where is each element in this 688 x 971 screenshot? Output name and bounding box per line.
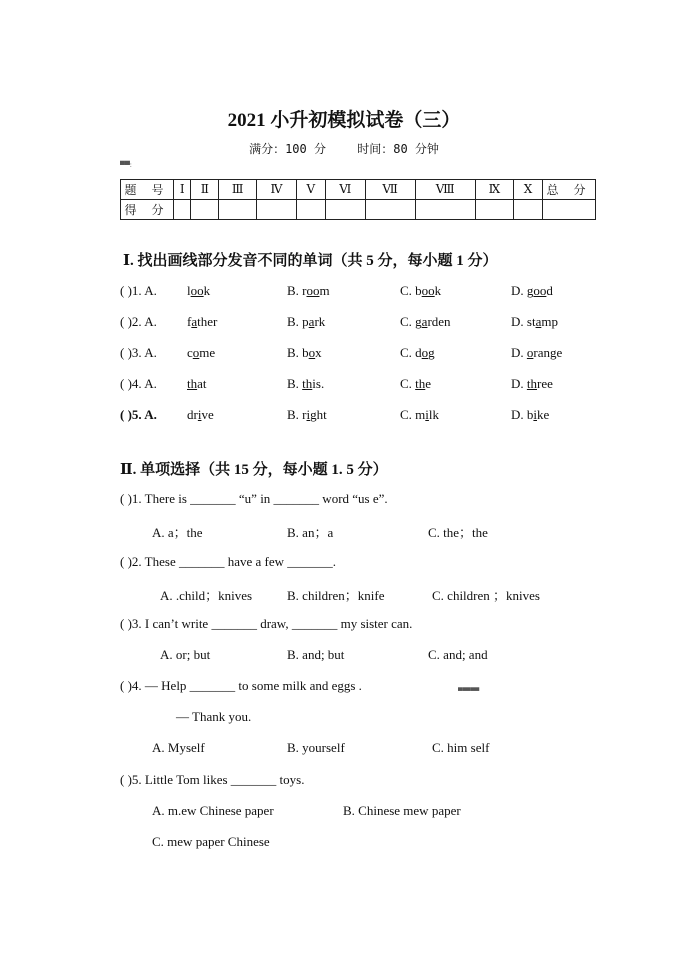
- s1-q3-option-d: D. orange: [511, 345, 563, 360]
- column-header: Ⅰ: [174, 180, 191, 200]
- score-table: [120, 179, 596, 220]
- score-cell[interactable]: [365, 200, 415, 220]
- score-table-header-row: [121, 180, 596, 200]
- s2-q3-option-a: A. or; but: [160, 647, 211, 662]
- s2-q2-option-b: B. children；knife: [287, 588, 385, 603]
- s2-q2-option-c: C. children ；knives: [432, 588, 540, 603]
- s2-q3-stem: ( )3. I can’t write _______ draw, _______ my sister can.: [120, 616, 413, 631]
- score-cell[interactable]: [174, 200, 191, 220]
- column-header: Ⅱ: [191, 180, 219, 200]
- s1-q3-number: ( )3. A.: [120, 345, 157, 360]
- s1-q4-number: ( )4. A.: [120, 376, 157, 391]
- s2-q1-option-c: C. the；the: [428, 525, 488, 540]
- s1-q1-option-c: C. book: [400, 283, 442, 298]
- total-score-cell[interactable]: [543, 200, 596, 220]
- s2-q1-option-a: A. a；the: [152, 525, 203, 540]
- s2-q4-stem: ( )4. — Help _______ to some milk and eggs .: [120, 678, 362, 693]
- column-header: Ⅴ: [296, 180, 325, 200]
- s2-q2-stem: ( )2. These _______ have a few _______.: [120, 554, 337, 569]
- score-label-cell: 得 分: [121, 200, 174, 220]
- column-header: Ⅳ: [257, 180, 296, 200]
- score-cell[interactable]: [415, 200, 475, 220]
- score-table-score-row: [121, 200, 596, 220]
- s1-q5-option-a: drive: [187, 407, 214, 422]
- score-cell[interactable]: [325, 200, 365, 220]
- scan-mark: ▄▄▄▄▄: [458, 685, 480, 691]
- column-header: Ⅶ: [365, 180, 415, 200]
- s1-q5-number: ( )5. A.: [120, 407, 157, 422]
- s1-q5-option-c: C. milk: [400, 407, 440, 422]
- s1-q4-option-b: B. this.: [287, 376, 325, 391]
- section2-heading: Ⅱ. 单项选择（共 15 分，每小题 1. 5 分）: [120, 462, 388, 478]
- s1-q4-option-c: C. the: [400, 376, 432, 391]
- score-cell[interactable]: [257, 200, 296, 220]
- s2-q5-option-c: C. mew paper Chinese: [152, 834, 270, 849]
- s2-q4-reply: — Thank you.: [176, 709, 252, 724]
- column-header: Ⅷ: [415, 180, 475, 200]
- s2-q3-option-c: C. and; and: [428, 647, 488, 662]
- column-header: Ⅵ: [325, 180, 365, 200]
- exam-time: 时间：80 分钟: [357, 142, 439, 156]
- s2-q3-option-b: B. and; but: [287, 647, 345, 662]
- s2-q4-option-a: A. Myself: [152, 740, 205, 755]
- full-score: 满分：100 分: [249, 142, 326, 156]
- exam-info: [0, 140, 688, 157]
- header-label-cell: 题 号: [121, 180, 174, 200]
- s1-q4-option-d: D. three: [511, 376, 553, 391]
- column-header: Ⅸ: [475, 180, 513, 200]
- s1-q2-option-c: C. garden: [400, 314, 451, 329]
- s1-q3-option-a: come: [187, 345, 216, 360]
- s1-q5-option-d: D. bike: [511, 407, 550, 422]
- total-header: 总 分: [543, 180, 596, 200]
- s1-q2-option-a: father: [187, 314, 218, 329]
- s1-q2-option-d: D. stamp: [511, 314, 558, 329]
- s1-q4-option-a: that: [187, 376, 207, 391]
- s2-q5-option-a: A. m.ew Chinese paper: [152, 803, 274, 818]
- score-cell[interactable]: [475, 200, 513, 220]
- s2-q1-option-b: B. an；a: [287, 525, 334, 540]
- s1-q3-option-c: C. dog: [400, 345, 435, 360]
- score-cell[interactable]: [191, 200, 219, 220]
- s1-q1-option-d: D. good: [511, 283, 553, 298]
- s2-q5-option-b: B. Chinese mew paper: [343, 803, 461, 818]
- s1-q3-option-b: B. box: [287, 345, 322, 360]
- score-cell[interactable]: [296, 200, 325, 220]
- score-cell[interactable]: [514, 200, 543, 220]
- column-header: Ⅲ: [219, 180, 257, 200]
- score-cell[interactable]: [219, 200, 257, 220]
- corner-mark: ▀▀:: [120, 161, 132, 169]
- s2-q5-stem: ( )5. Little Tom likes _______ toys.: [120, 772, 305, 787]
- page-title: 2021 小升初模拟试卷（三）: [227, 110, 461, 131]
- s2-q2-option-a: A. .child；knives: [160, 588, 253, 603]
- s1-q5-option-b: B. right: [287, 407, 327, 422]
- s2-q4-option-b: B. yourself: [287, 740, 345, 755]
- s1-q1-option-b: B. room: [287, 283, 330, 298]
- s2-q4-option-c: C. him self: [432, 740, 490, 755]
- s1-q2-option-b: B. park: [287, 314, 326, 329]
- s2-q1-stem: ( )1. There is _______ “u” in _______ word “us e”.: [120, 491, 388, 506]
- section1-heading: Ⅰ. 找出画线部分发音不同的单词（共 5 分，每小题 1 分）: [123, 253, 498, 269]
- s1-q1-number: ( )1. A.: [120, 283, 157, 298]
- s1-q2-number: ( )2. A.: [120, 314, 157, 329]
- s1-q1-option-a: look: [187, 283, 211, 298]
- column-header: Ⅹ: [514, 180, 543, 200]
